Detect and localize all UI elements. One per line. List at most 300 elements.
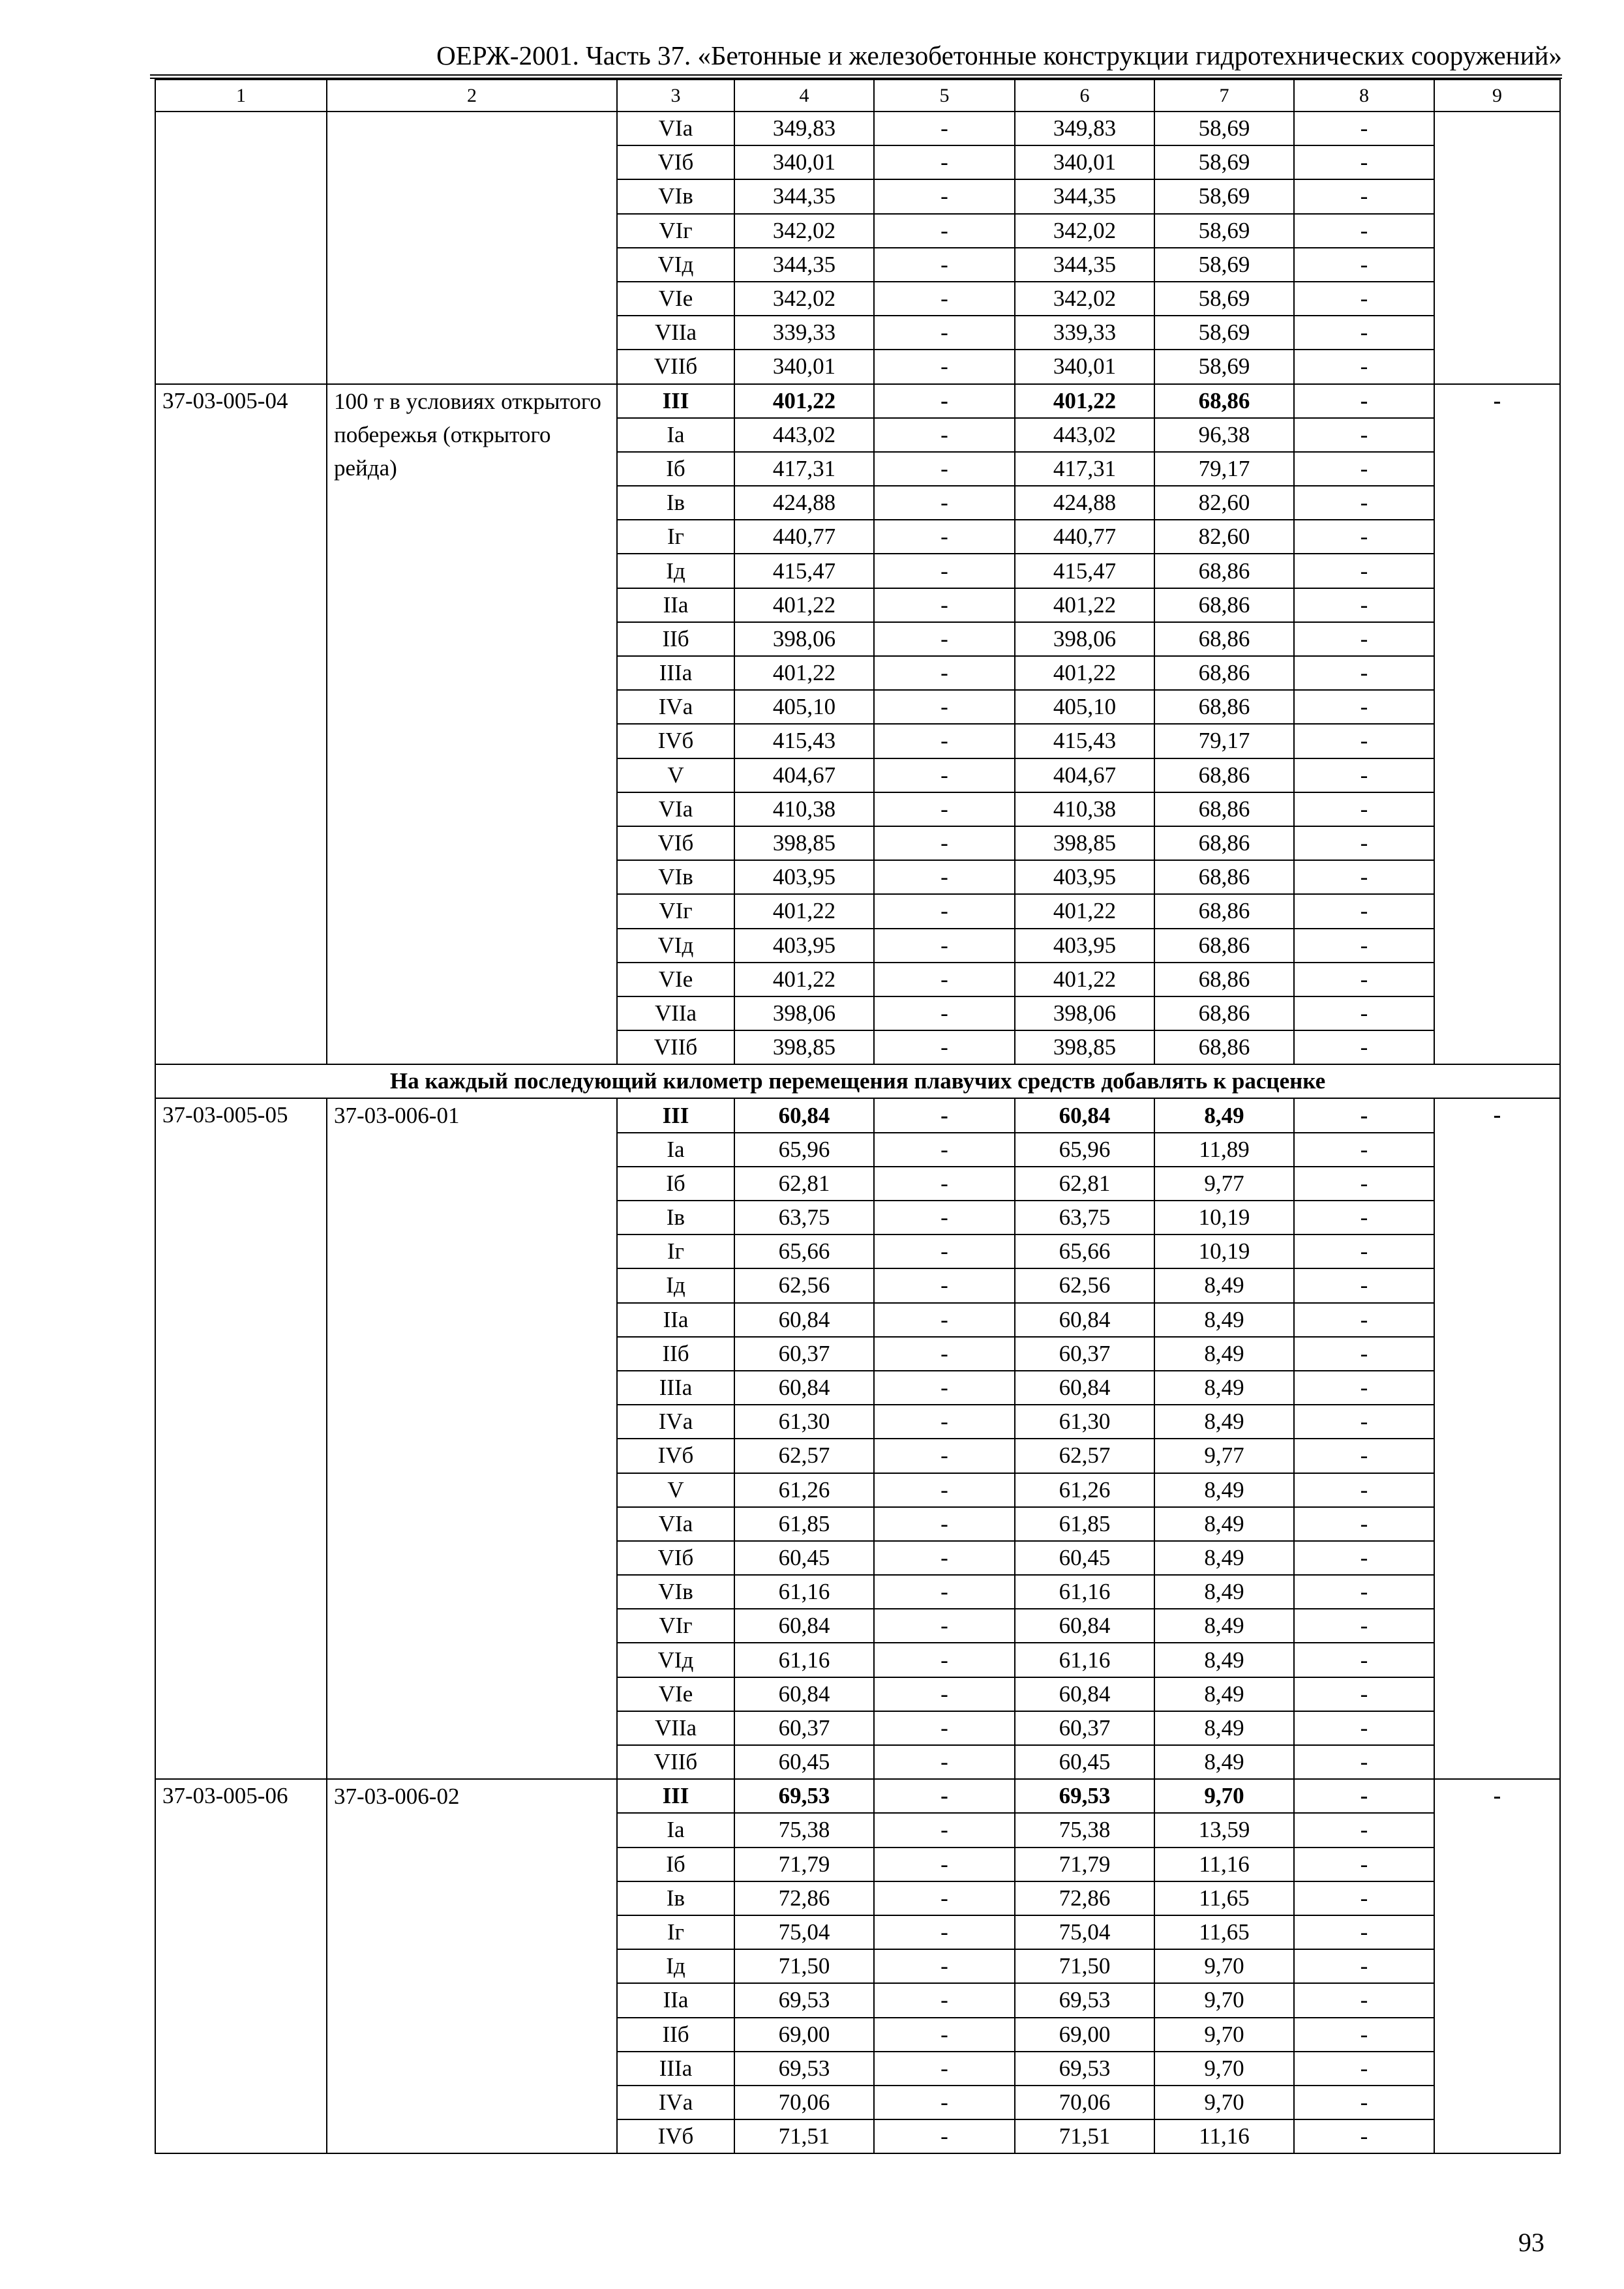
machine-cost-cell: 62,56 [1015,1268,1154,1302]
zone-cell: VIе [617,1677,734,1711]
direct-cost-cell: 403,95 [734,929,874,963]
machinist-wages-cell: 8,49 [1154,1473,1294,1507]
direct-cost-cell: 63,75 [734,1201,874,1234]
machinist-wages-cell: 68,86 [1154,826,1294,860]
column-number-row [155,80,1560,112]
wages-cell: - [874,248,1015,282]
materials-cell: - [1294,2119,1434,2153]
header-double-rule [150,74,1562,79]
machinist-wages-cell: 68,86 [1154,622,1294,656]
wages-cell: - [874,1949,1015,1983]
zone-cell: VIе [617,963,734,996]
direct-cost-cell: 62,57 [734,1439,874,1473]
materials-cell: - [1294,792,1434,826]
machine-cost-cell: 339,33 [1015,316,1154,350]
zone-cell: VIг [617,894,734,928]
direct-cost-cell: 60,84 [734,1303,874,1337]
machinist-wages-cell: 58,69 [1154,282,1294,316]
materials-cell: - [1294,1268,1434,1302]
zone-cell: VIе [617,282,734,316]
materials-cell: - [1294,1575,1434,1609]
materials-cell: - [1294,1133,1434,1167]
materials-cell: - [1294,1507,1434,1541]
column-number: 7 [1154,80,1294,112]
machine-cost-cell: 398,06 [1015,622,1154,656]
wages-cell: - [874,384,1015,418]
machine-cost-cell: 69,53 [1015,2052,1154,2086]
machine-cost-cell: 60,37 [1015,1711,1154,1745]
machinist-wages-cell: 68,86 [1154,792,1294,826]
direct-cost-cell: 417,31 [734,452,874,486]
direct-cost-cell: 61,26 [734,1473,874,1507]
direct-cost-cell: 61,16 [734,1575,874,1609]
machinist-wages-cell: 11,16 [1154,2119,1294,2153]
materials-cell: - [1294,1405,1434,1439]
machinist-wages-cell: 11,65 [1154,1915,1294,1949]
machine-cost-cell: 61,16 [1015,1575,1154,1609]
wages-cell: - [874,1575,1015,1609]
zone-cell: III [617,1779,734,1813]
machine-cost-cell: 60,45 [1015,1541,1154,1575]
machine-cost-cell: 401,22 [1015,963,1154,996]
machine-cost-cell: 62,57 [1015,1439,1154,1473]
zone-cell: Iд [617,554,734,588]
wages-cell: - [874,1201,1015,1234]
materials-cell: - [1294,656,1434,690]
machinist-wages-cell: 68,86 [1154,588,1294,622]
wages-cell: - [874,452,1015,486]
zone-cell: VIIа [617,996,734,1030]
direct-cost-cell: 65,66 [734,1234,874,1268]
direct-cost-cell: 424,88 [734,486,874,520]
machine-cost-cell: 401,22 [1015,384,1154,418]
materials-cell: - [1294,690,1434,724]
zone-cell: IVа [617,1405,734,1439]
machine-cost-cell: 404,67 [1015,758,1154,792]
zone-cell: VIIа [617,1711,734,1745]
materials-cell: - [1294,724,1434,758]
materials-cell: - [1294,929,1434,963]
machinist-wages-cell: 96,38 [1154,418,1294,452]
materials-cell: - [1294,248,1434,282]
materials-cell: - [1294,179,1434,213]
zone-cell: VIв [617,860,734,894]
machine-cost-cell: 415,43 [1015,724,1154,758]
materials-cell: - [1294,316,1434,350]
machinist-wages-cell: 58,69 [1154,248,1294,282]
machine-cost-cell: 401,22 [1015,588,1154,622]
direct-cost-cell: 75,04 [734,1915,874,1949]
zone-cell: Iб [617,1167,734,1201]
direct-cost-cell: 443,02 [734,418,874,452]
materials-cell: - [1294,384,1434,418]
machine-cost-cell: 60,84 [1015,1677,1154,1711]
machinist-wages-cell: 8,49 [1154,1303,1294,1337]
machinist-wages-cell: 68,86 [1154,690,1294,724]
direct-cost-cell: 344,35 [734,248,874,282]
machine-cost-cell: 61,30 [1015,1405,1154,1439]
machinist-wages-cell: 9,77 [1154,1439,1294,1473]
rates-table [155,79,1561,2154]
zone-cell: IIIа [617,2052,734,2086]
direct-cost-cell: 69,00 [734,2018,874,2052]
machinist-wages-cell: 11,65 [1154,1881,1294,1915]
materials-cell: - [1294,2052,1434,2086]
zone-cell: Iг [617,520,734,554]
materials-cell: - [1294,2086,1434,2119]
zone-cell: VIв [617,1575,734,1609]
direct-cost-cell: 71,79 [734,1848,874,1881]
direct-cost-cell: 61,30 [734,1405,874,1439]
machinist-wages-cell: 68,86 [1154,894,1294,928]
direct-cost-cell: 398,06 [734,996,874,1030]
zone-cell: VIIб [617,1745,734,1779]
direct-cost-cell: 401,22 [734,963,874,996]
machinist-wages-cell: 8,49 [1154,1405,1294,1439]
wages-cell: - [874,1405,1015,1439]
section-note-row [155,1064,1560,1098]
machinist-wages-cell: 9,70 [1154,2052,1294,2086]
machine-cost-cell: 340,01 [1015,145,1154,179]
machinist-wages-cell: 9,77 [1154,1167,1294,1201]
machinist-wages-cell: 82,60 [1154,520,1294,554]
zone-cell: IVа [617,690,734,724]
table-row [155,1098,1560,1132]
zone-cell: Iб [617,1848,734,1881]
direct-cost-cell: 61,16 [734,1643,874,1677]
zone-cell: IIб [617,1337,734,1371]
machinist-wages-cell: 9,70 [1154,1983,1294,2017]
wages-cell: - [874,1848,1015,1881]
machine-cost-cell: 61,85 [1015,1507,1154,1541]
wages-cell: - [874,860,1015,894]
machine-cost-cell: 63,75 [1015,1201,1154,1234]
zone-cell: Iд [617,1949,734,1983]
machine-cost-cell: 65,66 [1015,1234,1154,1268]
wages-cell: - [874,1677,1015,1711]
machinist-wages-cell: 68,86 [1154,860,1294,894]
zone-cell: IIа [617,1303,734,1337]
direct-cost-cell: 60,84 [734,1609,874,1643]
machine-cost-cell: 60,84 [1015,1609,1154,1643]
materials-cell: - [1294,282,1434,316]
machinist-wages-cell: 11,16 [1154,1848,1294,1881]
machine-cost-cell: 72,86 [1015,1881,1154,1915]
materials-cell: - [1294,1881,1434,1915]
wages-cell: - [874,418,1015,452]
wages-cell: - [874,1167,1015,1201]
direct-cost-cell: 398,85 [734,826,874,860]
machine-cost-cell: 401,22 [1015,894,1154,928]
zone-cell: VIа [617,1507,734,1541]
materials-cell: - [1294,554,1434,588]
running-header: ОЕРЖ-2001. Часть 37. «Бетонные и железобетонные конструкции гидротехнических сооружений» [436,40,1562,70]
materials-cell: - [1294,520,1434,554]
wages-cell: - [874,1371,1015,1405]
materials-cell: - [1294,112,1434,145]
machine-cost-cell: 415,47 [1015,554,1154,588]
machine-cost-cell: 403,95 [1015,860,1154,894]
materials-cell: - [1294,486,1434,520]
direct-cost-cell: 401,22 [734,656,874,690]
wages-cell: - [874,486,1015,520]
machinist-wages-cell: 68,86 [1154,929,1294,963]
zone-cell: IIб [617,2018,734,2052]
zone-cell: IVб [617,724,734,758]
wages-cell: - [874,112,1015,145]
materials-cell: - [1294,860,1434,894]
materials-cell: - [1294,963,1434,996]
wages-cell: - [874,996,1015,1030]
machinist-wages-cell: 68,86 [1154,996,1294,1030]
col9-cell: - [1434,1098,1560,1779]
materials-cell: - [1294,1711,1434,1745]
materials-cell: - [1294,214,1434,248]
zone-cell: VIIа [617,316,734,350]
zone-cell: V [617,758,734,792]
direct-cost-cell: 415,43 [734,724,874,758]
column-number: 9 [1434,80,1560,112]
materials-cell: - [1294,1337,1434,1371]
zone-cell: VIд [617,248,734,282]
rate-code-cell: 37-03-005-06 [155,1779,327,2153]
wages-cell: - [874,1711,1015,1745]
wages-cell: - [874,588,1015,622]
zone-cell: VIа [617,792,734,826]
direct-cost-cell: 71,50 [734,1949,874,1983]
machinist-wages-cell: 10,19 [1154,1234,1294,1268]
direct-cost-cell: 398,85 [734,1030,874,1064]
machinist-wages-cell: 8,49 [1154,1643,1294,1677]
materials-cell: - [1294,1541,1434,1575]
machinist-wages-cell: 79,17 [1154,724,1294,758]
zone-cell: Iв [617,1881,734,1915]
column-number: 4 [734,80,874,112]
materials-cell: - [1294,1677,1434,1711]
materials-cell: - [1294,350,1434,383]
materials-cell: - [1294,1745,1434,1779]
direct-cost-cell: 62,81 [734,1167,874,1201]
machine-cost-cell: 398,85 [1015,826,1154,860]
wages-cell: - [874,1234,1015,1268]
machinist-wages-cell: 8,49 [1154,1575,1294,1609]
wages-cell: - [874,1643,1015,1677]
col9-cell: - [1434,384,1560,1065]
zone-cell: VIб [617,826,734,860]
wages-cell: - [874,1881,1015,1915]
direct-cost-cell: 71,51 [734,2119,874,2153]
wages-cell: - [874,1098,1015,1132]
machine-cost-cell: 344,35 [1015,179,1154,213]
machinist-wages-cell: 68,86 [1154,384,1294,418]
wages-cell: - [874,282,1015,316]
direct-cost-cell: 69,53 [734,2052,874,2086]
machine-cost-cell: 69,53 [1015,1779,1154,1813]
zone-cell: IIа [617,1983,734,2017]
materials-cell: - [1294,894,1434,928]
wages-cell: - [874,554,1015,588]
materials-cell: - [1294,1234,1434,1268]
column-number: 6 [1015,80,1154,112]
zone-cell: Iв [617,1201,734,1234]
direct-cost-cell: 65,96 [734,1133,874,1167]
wages-cell: - [874,724,1015,758]
machine-cost-cell: 75,38 [1015,1813,1154,1847]
materials-cell: - [1294,1813,1434,1847]
column-number: 5 [874,80,1015,112]
wages-cell: - [874,894,1015,928]
wages-cell: - [874,690,1015,724]
machine-cost-cell: 398,06 [1015,996,1154,1030]
zone-cell: VIд [617,929,734,963]
machine-cost-cell: 60,84 [1015,1098,1154,1132]
wages-cell: - [874,1473,1015,1507]
machine-cost-cell: 342,02 [1015,282,1154,316]
wages-cell: - [874,1915,1015,1949]
zone-cell: VIIб [617,1030,734,1064]
machine-cost-cell: 61,26 [1015,1473,1154,1507]
direct-cost-cell: 340,01 [734,350,874,383]
wages-cell: - [874,929,1015,963]
direct-cost-cell: 60,37 [734,1337,874,1371]
machine-cost-cell: 75,04 [1015,1915,1154,1949]
machine-cost-cell: 65,96 [1015,1133,1154,1167]
wages-cell: - [874,1439,1015,1473]
machinist-wages-cell: 68,86 [1154,963,1294,996]
materials-cell: - [1294,1949,1434,1983]
wages-cell: - [874,1133,1015,1167]
table-row [155,1779,1560,1813]
col9-cell: - [1434,1779,1560,2153]
machinist-wages-cell: 9,70 [1154,1949,1294,1983]
wages-cell: - [874,1507,1015,1541]
rate-code-cell [155,112,327,384]
wages-cell: - [874,350,1015,383]
zone-cell: VIг [617,214,734,248]
materials-cell: - [1294,622,1434,656]
direct-cost-cell: 60,45 [734,1745,874,1779]
zone-cell: III [617,384,734,418]
direct-cost-cell: 70,06 [734,2086,874,2119]
materials-cell: - [1294,145,1434,179]
zone-cell: Iд [617,1268,734,1302]
wages-cell: - [874,2119,1015,2153]
machinist-wages-cell: 58,69 [1154,350,1294,383]
machinist-wages-cell: 9,70 [1154,2018,1294,2052]
machinist-wages-cell: 58,69 [1154,145,1294,179]
zone-cell: VIг [617,1609,734,1643]
wages-cell: - [874,2086,1015,2119]
materials-cell: - [1294,1609,1434,1643]
wages-cell: - [874,179,1015,213]
machine-cost-cell: 405,10 [1015,690,1154,724]
machinist-wages-cell: 9,70 [1154,1779,1294,1813]
machinist-wages-cell: 79,17 [1154,452,1294,486]
zone-cell: VIб [617,1541,734,1575]
wages-cell: - [874,1983,1015,2017]
zone-cell: IIб [617,622,734,656]
wages-cell: - [874,1268,1015,1302]
machine-cost-cell: 71,79 [1015,1848,1154,1881]
materials-cell: - [1294,996,1434,1030]
zone-cell: IIIа [617,656,734,690]
wages-cell: - [874,1813,1015,1847]
direct-cost-cell: 342,02 [734,214,874,248]
zone-cell: IVб [617,2119,734,2153]
wages-cell: - [874,1303,1015,1337]
machine-cost-cell: 424,88 [1015,486,1154,520]
machinist-wages-cell: 9,70 [1154,2086,1294,2119]
direct-cost-cell: 404,67 [734,758,874,792]
machinist-wages-cell: 8,49 [1154,1371,1294,1405]
machinist-wages-cell: 8,49 [1154,1098,1294,1132]
machine-cost-cell: 71,51 [1015,2119,1154,2153]
materials-cell: - [1294,1983,1434,2017]
rate-code-cell: 37-03-005-05 [155,1098,327,1779]
wages-cell: - [874,826,1015,860]
wages-cell: - [874,622,1015,656]
wages-cell: - [874,656,1015,690]
machine-cost-cell: 71,50 [1015,1949,1154,1983]
direct-cost-cell: 60,45 [734,1541,874,1575]
materials-cell: - [1294,1098,1434,1132]
machinist-wages-cell: 82,60 [1154,486,1294,520]
machine-cost-cell: 401,22 [1015,656,1154,690]
column-number: 2 [327,80,617,112]
rate-code-cell: 37-03-005-04 [155,384,327,1065]
materials-cell: - [1294,1371,1434,1405]
materials-cell: - [1294,1473,1434,1507]
machinist-wages-cell: 8,49 [1154,1745,1294,1779]
materials-cell: - [1294,1030,1434,1064]
machine-cost-cell: 69,00 [1015,2018,1154,2052]
direct-cost-cell: 401,22 [734,894,874,928]
wages-cell: - [874,1541,1015,1575]
machine-cost-cell: 410,38 [1015,792,1154,826]
machinist-wages-cell: 8,49 [1154,1507,1294,1541]
wages-cell: - [874,2052,1015,2086]
direct-cost-cell: 342,02 [734,282,874,316]
materials-cell: - [1294,452,1434,486]
direct-cost-cell: 69,53 [734,1779,874,1813]
section-note: На каждый последующий километр перемещения плавучих средств добавлять к расценке [155,1064,1560,1098]
wages-cell: - [874,1609,1015,1643]
direct-cost-cell: 69,53 [734,1983,874,2017]
machinist-wages-cell: 13,59 [1154,1813,1294,1847]
wages-cell: - [874,1745,1015,1779]
table-row [155,384,1560,418]
zone-cell: III [617,1098,734,1132]
wages-cell: - [874,145,1015,179]
direct-cost-cell: 60,37 [734,1711,874,1745]
zone-cell: Iв [617,486,734,520]
wages-cell: - [874,1337,1015,1371]
machinist-wages-cell: 8,49 [1154,1268,1294,1302]
wages-cell: - [874,758,1015,792]
direct-cost-cell: 75,38 [734,1813,874,1847]
zone-cell: Iа [617,1813,734,1847]
machinist-wages-cell: 58,69 [1154,112,1294,145]
machine-cost-cell: 344,35 [1015,248,1154,282]
materials-cell: - [1294,418,1434,452]
direct-cost-cell: 339,33 [734,316,874,350]
direct-cost-cell: 401,22 [734,384,874,418]
materials-cell: - [1294,1915,1434,1949]
work-name-cell: 37-03-006-02 [327,1779,617,2153]
work-name-cell: 100 т в условиях открытого побережья (открытого рейда) [327,384,617,1065]
materials-cell: - [1294,1779,1434,1813]
machine-cost-cell: 443,02 [1015,418,1154,452]
